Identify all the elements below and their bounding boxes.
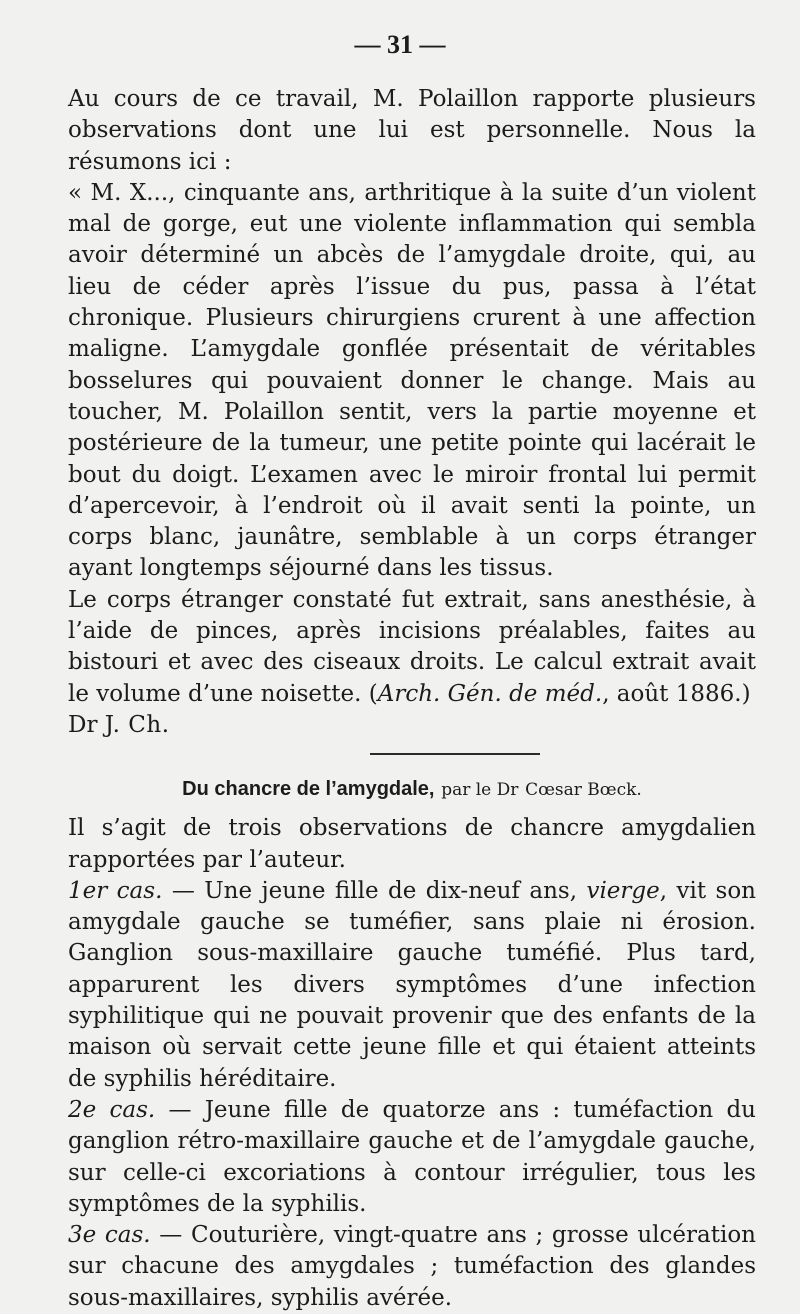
case-3-text: — Couturière, vingt-quatre ans ; grosse ulcération sur chacune des amygdales ; tuméfaction des glandes sous-maxillaires, syphilis avérée. — [68, 1222, 756, 1311]
case-1-text-a: — Une jeune fille de dix-neuf ans, — [162, 877, 587, 904]
signature-name: J. Ch. — [104, 711, 170, 738]
case-1-paragraph — [68, 876, 756, 1095]
page-content — [68, 84, 756, 1314]
signature — [68, 710, 756, 741]
article-title: Du chancre de l’amygdale, — [182, 778, 435, 801]
article-heading — [68, 773, 756, 805]
case-3-label: 3e cas. — [68, 1222, 151, 1249]
intro-paragraph-1: Au cours de ce travail, M. Polaillon rapporte plusieurs observations dont une lui est personnelle. Nous la résumons ici : — [68, 86, 756, 175]
citation: Arch. Gén. de méd. — [377, 680, 603, 707]
case-1-text-b: , vit son amygdale gauche se tuméfier, sans plaie ni érosion. Ganglion sous-maxillaire gauche tuméfié. Plus tard, apparurent les divers symptômes d’une infection syphilitique qui ne pouvait provenir que des enfants de la maison où servait cette jeune fille et qui étaient atteints de syphilis héréditaire. — [68, 877, 756, 1092]
signature-prefix: Dr — [68, 711, 98, 738]
case-3-paragraph — [68, 1220, 756, 1314]
article-by: par le Dr — [441, 780, 519, 801]
intro-p3-start: Le corps étranger constaté fut extrait, sans anesthésie, à l’aide de pinces, après incisions préalables, faites au bistouri et avec des ciseaux droits. Le calcul extrait avait le volume d’une noisette. ( — [68, 586, 756, 707]
case-2-paragraph — [68, 1095, 756, 1220]
section-separator — [370, 753, 540, 755]
case-2-text: — Jeune fille de quatorze ans : tuméfaction du ganglion rétro-maxillaire gauche et de l’amygdale gauche, sur celle-ci excoriations à contour irrégulier, tous les symptômes de la syphilis. — [68, 1096, 756, 1217]
article-author: Cœsar Bœck. — [525, 780, 642, 801]
intro-paragraph-2: « M. X..., cinquante ans, arthritique à la suite d’un violent mal de gorge, eut une violente inflammation qui sembla avoir déterminé un abcès de l’amygdale droite, qui, au lieu de céder après l’issue du pus, passa à l’état chronique. Plusieurs chirurgiens crurent à une affection maligne. L’amygdale gonflée présentait de véritables bosselures qui pouvaient donner le change. Mais au toucher, M. Polaillon sentit, vers la partie moyenne et postérieure de la tumeur, une petite pointe qui lacérait le bout du doigt. L’examen avec le miroir frontal lui permit d’apercevoir, à l’endroit où il avait senti la pointe, un corps blanc, jaunâtre, semblable à un corps étranger ayant longtemps séjourné dans les tissus. — [68, 179, 756, 582]
intro-p3-end: , août 1886.) — [602, 680, 751, 707]
page-number: — 31 — — [354, 30, 446, 59]
case-1-label: 1er cas. — [68, 877, 163, 904]
case-1-emphasis: vierge — [586, 877, 660, 904]
intro-paragraph-3 — [68, 585, 756, 710]
case-2-label: 2e cas. — [68, 1096, 156, 1123]
article-paragraph-1: Il s’agit de trois observations de chancre amygdalien rapportées par l’auteur. — [68, 815, 756, 873]
